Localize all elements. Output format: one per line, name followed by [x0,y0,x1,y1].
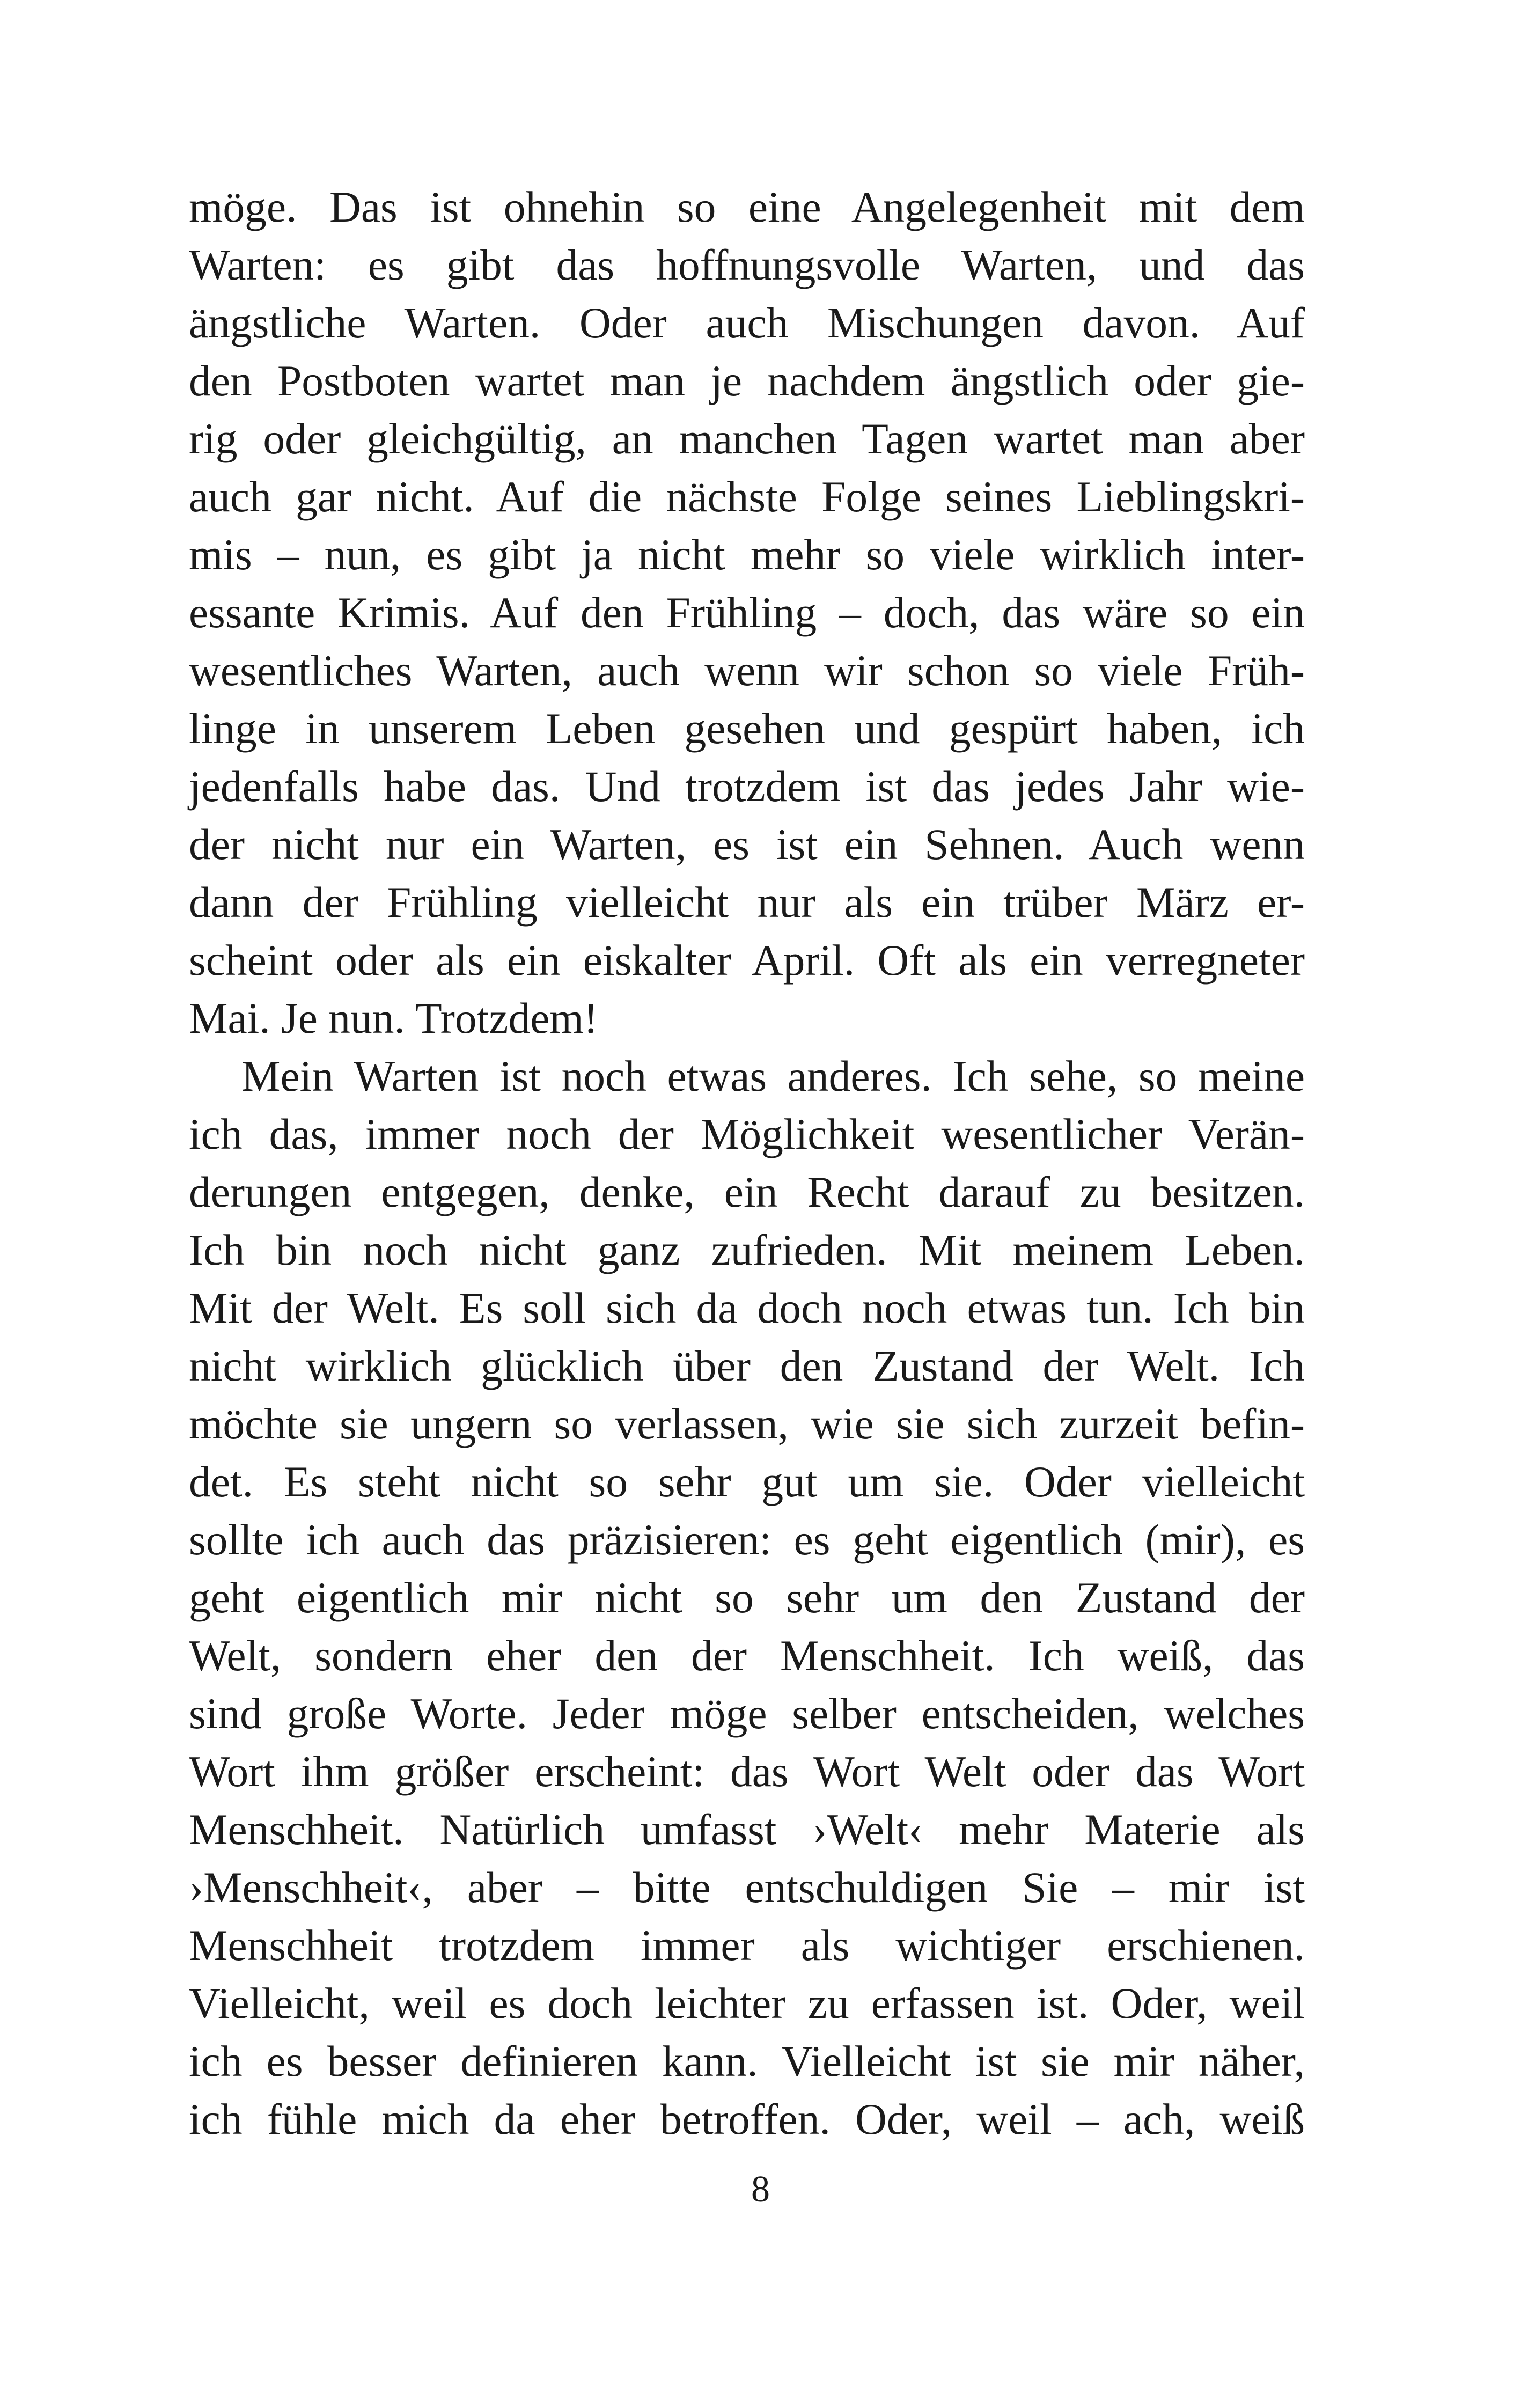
text-line: Mit der Welt. Es soll sich da doch noch etwas tun. Ich bin [189,1283,1305,1332]
text-line: der nicht nur ein Warten, es ist ein Sehnen. Auch wenn [189,820,1305,869]
text-line: nicht wirklich glücklich über den Zustand der Welt. Ich [189,1341,1305,1390]
paragraph [189,1047,1305,2148]
text-line: wesentliches Warten, auch wenn wir schon so viele Früh- [189,646,1305,695]
text-line: scheint oder als ein eiskalter April. Oft als ein verregneter [189,936,1305,985]
text-line: Vielleicht, weil es doch leichter zu erfassen ist. Oder, weil [189,1979,1305,2028]
text-line: jedenfalls habe das. Und trotzdem ist das jedes Jahr wie- [189,762,1305,811]
text-line: ich es besser definieren kann. Vielleicht ist sie mir näher, [189,2037,1305,2086]
text-line: den Postboten wartet man je nachdem ängstlich oder gie- [189,356,1305,405]
text-line: Mein Warten ist noch etwas anderes. Ich sehe, so meine [241,1052,1305,1100]
text-line: Welt, sondern eher den der Menschheit. Ich weiß, das [189,1631,1305,1680]
text-line: möchte sie ungern so verlassen, wie sie sich zurzeit befin- [189,1399,1305,1448]
text-line: möge. Das ist ohnehin so eine Angelegenheit mit dem [189,182,1305,231]
text-line: Ich bin noch nicht ganz zufrieden. Mit meinem Leben. [189,1225,1305,1274]
body-text [189,178,1305,2148]
text-line: essante Krimis. Auf den Frühling – doch, das wäre so ein [189,588,1305,637]
text-line: Mai. Je nun. Trotzdem! [189,994,598,1043]
text-line: ›Menschheit‹, aber – bitte entschuldigen Sie – mir ist [189,1863,1305,1912]
text-line: ich das, immer noch der Möglichkeit wesentlicher Verän- [189,1110,1305,1158]
text-line: det. Es steht nicht so sehr gut um sie. Oder vielleicht [189,1457,1305,1506]
text-line: dann der Frühling vielleicht nur als ein trüber März er- [189,878,1305,927]
text-line: Menschheit. Natürlich umfasst ›Welt‹ mehr Materie als [189,1805,1305,1854]
paragraph [189,178,1305,1047]
page-number: 8 [751,2169,770,2210]
text-line: mis – nun, es gibt ja nicht mehr so viele wirklich inter- [189,530,1305,579]
text-line: Menschheit trotzdem immer als wichtiger erschienen. [189,1921,1305,1970]
text-line: linge in unserem Leben gesehen und gespürt haben, ich [189,704,1305,753]
text-line: ängstliche Warten. Oder auch Mischungen davon. Auf [189,298,1305,347]
text-line: Wort ihm größer erscheint: das Wort Welt oder das Wort [189,1747,1305,1796]
text-line: geht eigentlich mir nicht so sehr um den Zustand der [189,1573,1305,1622]
text-line: derungen entgegen, denke, ein Recht darauf zu besitzen. [189,1168,1305,1216]
text-line: sollte ich auch das präzisieren: es geht eigentlich (mir), es [189,1515,1305,1564]
text-line: rig oder gleichgültig, an manchen Tagen wartet man aber [189,414,1305,463]
text-line: ich fühle mich da eher betroffen. Oder, weil – ach, weiß [189,2095,1305,2143]
text-line: sind große Worte. Jeder möge selber entscheiden, welches [189,1689,1305,1738]
text-line: Warten: es gibt das hoffnungsvolle Warten, und das [189,240,1305,289]
text-line: auch gar nicht. Auf die nächste Folge seines Lieblingskri- [189,472,1305,521]
